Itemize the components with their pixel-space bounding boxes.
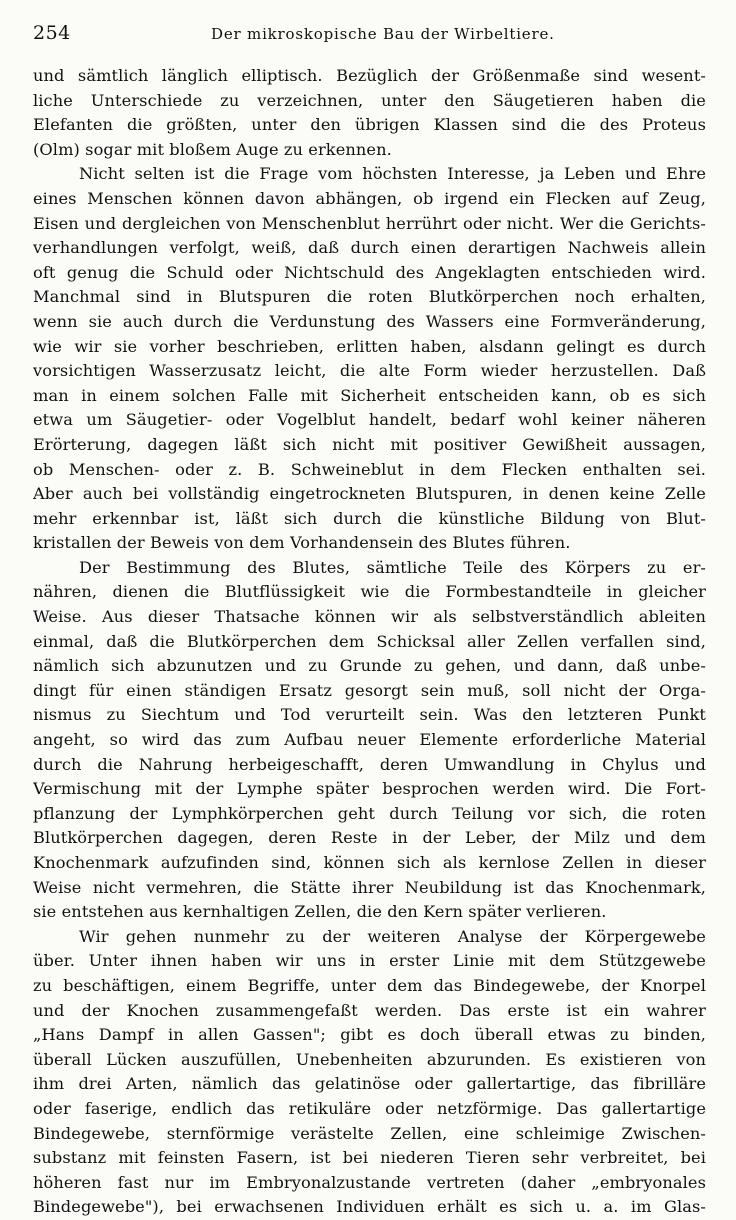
text-line: nähren, dienen die Blutflüssigkeit wie die Formbestandteile in gleicher xyxy=(33,582,706,602)
text-line: Knochenmark aufzufinden sind, können sich als kernlose Zellen in dieser xyxy=(33,853,706,872)
text-line: angeht, so wird das zum Aufbau neuer Elemente erforderliche Material xyxy=(33,730,706,750)
text-line: dingt für einen ständigen Ersatz gesorgt sein muß, soll nicht der Orga- xyxy=(33,680,706,700)
text-line: eines Menschen können davon abhängen, ob irgend ein Flecken auf Zeug, xyxy=(33,188,706,208)
text-line: Der Bestimmung des Blutes, sämtliche Teile des Körpers zu er- xyxy=(79,557,706,577)
running-title: Der mikroskopische Bau der Wirbeltiere. xyxy=(211,25,555,43)
text-line: vorsichtigen Wasserzusatz leicht, die alte Form wieder herzustellen. Daß xyxy=(33,361,706,381)
page-header xyxy=(33,22,706,52)
text-line: überall Lücken auszufüllen, Unebenheiten abzurunden. Es existieren von xyxy=(33,1049,706,1069)
text-line: oder faserige, endlich das retikuläre oder netzförmige. Das gallertartige xyxy=(33,1098,706,1118)
page-number: 254 xyxy=(33,22,71,44)
text-line: kristallen der Beweis von dem Vorhandensein des Blutes führen. xyxy=(33,533,571,553)
text-line: „Hans Dampf in allen Gassen"; gibt es doch überall etwas zu binden, xyxy=(33,1025,706,1045)
text-line: Eisen und dergleichen von Menschenblut herrührt oder nicht. Wer die Gerichts- xyxy=(33,213,706,233)
text-line: (Olm) sogar mit bloßem Auge zu erkennen. xyxy=(33,139,392,159)
text-line: liche Unterschiede zu verzeichnen, unter den Säugetieren haben die xyxy=(33,90,706,110)
text-line: einmal, daß die Blutkörperchen dem Schicksal aller Zellen verfallen sind, xyxy=(33,631,706,651)
text-line: ob Menschen- oder z. B. Schweineblut in dem Flecken enthalten sei. xyxy=(33,459,706,479)
text-line: höheren fast nur im Embryonalzustande vertreten (daher „embryonales xyxy=(33,1172,706,1192)
text-line: substanz mit feinsten Fasern, ist bei niederen Tieren sehr verbreitet, bei xyxy=(33,1148,706,1168)
text-line: durch die Nahrung herbeigeschafft, deren Umwandlung in Chylus und xyxy=(33,754,706,774)
text-line: sie entstehen aus kernhaltigen Zellen, die den Kern später verlieren. xyxy=(33,902,607,922)
text-line: Elefanten die größten, unter den übrigen Klassen sind die des Proteus xyxy=(33,115,706,135)
text-line: und sämtlich länglich elliptisch. Bezüglich der Größenmaße sind wesent- xyxy=(33,66,706,85)
text-line: Vermischung mit der Lymphe später besprochen werden wird. Die Fort- xyxy=(33,779,706,799)
text-line: Blutkörperchen dagegen, deren Reste in der Leber, der Milz und dem xyxy=(33,828,706,848)
text-line: Bindegewebe, sternförmige verästelte Zellen, eine schleimige Zwischen- xyxy=(33,1123,706,1143)
text-line: Erörterung, dagegen läßt sich nicht mit positiver Gewißheit aussagen, xyxy=(33,434,706,454)
text-line: nismus zu Siechtum und Tod verurteilt sein. Was den letzteren Punkt xyxy=(33,705,706,725)
text-line: Weise nicht vermehren, die Stätte ihrer Neubildung ist das Knochenmark, xyxy=(33,877,706,897)
text-line: wenn sie auch durch die Verdunstung des Wassers eine Formveränderung, xyxy=(33,311,706,331)
text-line: Bindegewebe"), bei erwachsenen Individuen erhält es sich u. a. im Glas- xyxy=(33,1197,706,1217)
text-line: etwa um Säugetier- oder Vogelblut handelt, bedarf wohl keiner näheren xyxy=(33,410,706,430)
text-line: wie wir sie vorher beschrieben, erlitten haben, alsdann gelingt es durch xyxy=(33,336,706,356)
text-line: und der Knochen zusammengefaßt werden. Das erste ist ein wahrer xyxy=(33,1000,706,1020)
body-text xyxy=(33,64,706,1220)
text-line: zu beschäftigen, einem Begriffe, unter dem das Bindegewebe, der Knorpel xyxy=(33,975,706,995)
text-line: ihm drei Arten, nämlich das gelatinöse oder gallertartige, das fibrilläre xyxy=(33,1074,706,1094)
text-line: verhandlungen verfolgt, weiß, daß durch einen derartigen Nachweis allein xyxy=(33,238,706,258)
text-line: oft genug die Schuld oder Nichtschuld des Angeklagten entschieden wird. xyxy=(33,262,706,282)
text-line: Wir gehen nunmehr zu der weiteren Analyse der Körpergewebe xyxy=(79,926,706,946)
text-line: nämlich sich abzunutzen und zu Grunde zu gehen, und dann, daß unbe- xyxy=(33,656,706,676)
text-line: Aber auch bei vollständig eingetrockneten Blutspuren, in denen keine Zelle xyxy=(33,484,706,504)
text-line: man in einem solchen Falle mit Sicherheit entscheiden kann, ob es sich xyxy=(33,385,706,405)
text-line: pflanzung der Lymphkörperchen geht durch Teilung vor sich, die roten xyxy=(33,803,706,823)
text-line: Weise. Aus dieser Thatsache können wir als selbstverständlich ableiten xyxy=(33,607,706,627)
text-line: über. Unter ihnen haben wir uns in erster Linie mit dem Stützgewebe xyxy=(33,951,706,971)
text-line: mehr erkennbar ist, läßt sich durch die künstliche Bildung von Blut- xyxy=(33,508,706,528)
text-line: Nicht selten ist die Frage vom höchsten Interesse, ja Leben und Ehre xyxy=(79,164,706,184)
text-line: Manchmal sind in Blutspuren die roten Blutkörperchen noch erhalten, xyxy=(33,287,706,307)
